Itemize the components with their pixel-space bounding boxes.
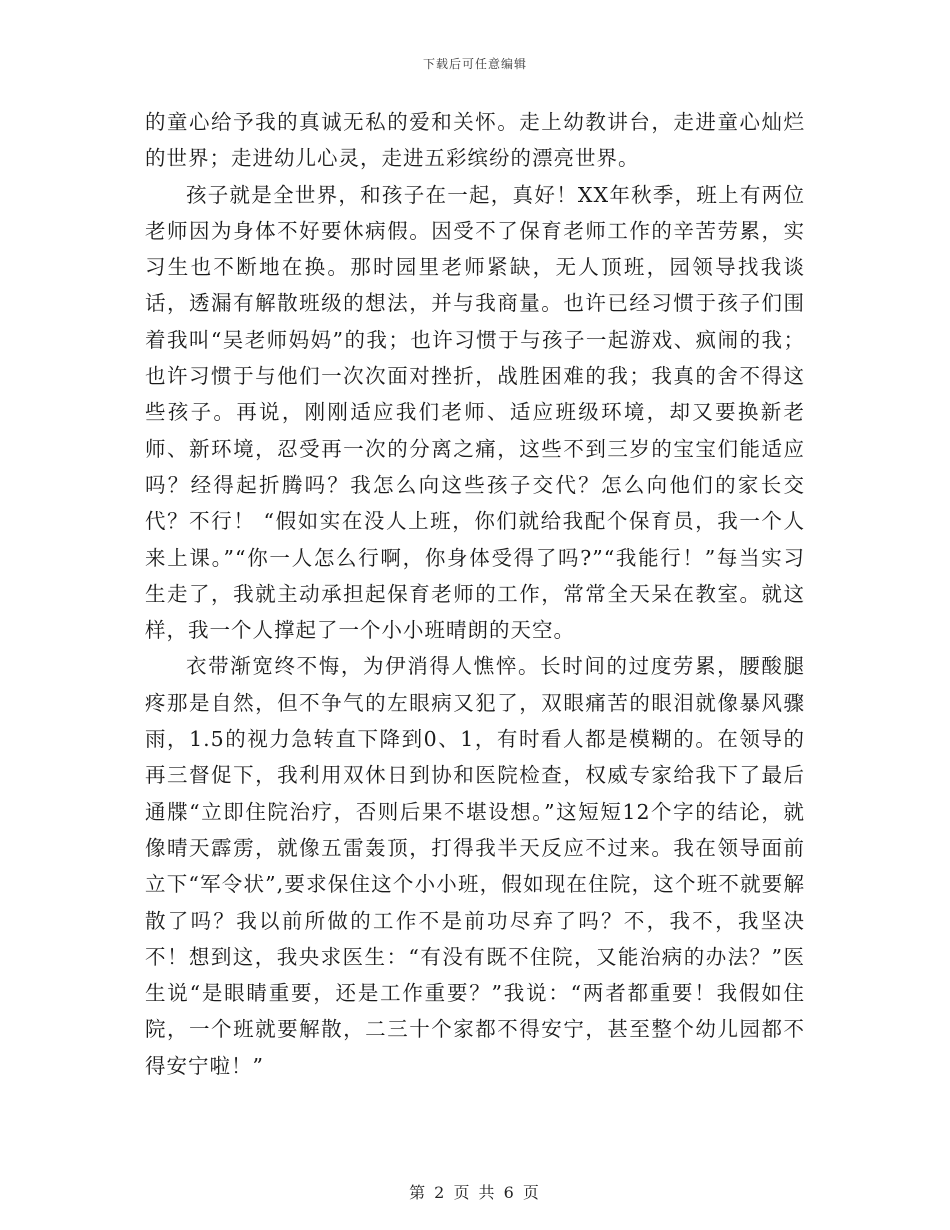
paragraph-3: 衣带渐宽终不悔，为伊消得人憔悴。长时间的过度劳累，腰酸腿疼那是自然，但不争气的左眼病又犯了，双眼痛苦的眼泪就像暴风骤雨，1.5的视力急转直下降到0、1，有时看人都是模糊的。在领导的再三督促下，我利用双休日到协和医院检查，权威专家给我下了最后通牒“立即住院治疗，否则后果不堪设想。”这短短12个字的结论，就像晴天霹雳，就像五雷轰顶，打得我半天反应不过来。我在领导面前立下“军令状”,要求保住这个小小班，假如现在住院，这个班不就要解散了吗？我以前所做的工作不是前功尽弃了吗？不，我不，我坚决不！想到这，我央求医生：“有没有既不住院，又能治病的办法？”医生说“是眼睛重要，还是工作重要？”我说：“两者都重要！我假如住院，一个班就要解散，二三十个家都不得安宁，甚至整个幼儿园都不得安宁啦！” [145,654,805,1078]
paragraph-1: 的童心给予我的真诚无私的爱和关怀。走上幼教讲台，走进童心灿烂的世界；走进幼儿心灵，走进五彩缤纷的漂亮世界。 [145,110,805,171]
page-number-footer: 第 2 页 共 6 页 [409,1183,541,1202]
body-text [145,104,805,1084]
paragraph-2: 孩子就是全世界，和孩子在一起，真好！XX年秋季，班上有两位老师因为身体不好要休病假。因受不了保育老师工作的辛苦劳累，实习生也不断地在换。那时园里老师紧缺，无人顶班，园领导找我谈话，透漏有解散班级的想法，并与我商量。也许已经习惯于孩子们围着我叫“吴老师妈妈”的我；也许习惯于与孩子一起游戏、疯闹的我；也许习惯于与他们一次次面对挫折，战胜困难的我；我真的舍不得这些孩子。再说，刚刚适应我们老师、适应班级环境，却又要换新老师、新环境，忍受再一次的分离之痛，这些不到三岁的宝宝们能适应吗？经得起折腾吗？我怎么向这些孩子交代？怎么向他们的家长交代？不行！ “假如实在没人上班，你们就给我配个保育员，我一个人来上课。”“你一人怎么行啊，你身体受得了吗?”“我能行！”每当实习生走了，我就主动承担起保育老师的工作，常常全天呆在教室。就这样，我一个人撑起了一个小小班晴朗的天空。 [145,182,805,643]
page-header: 下载后可任意编辑 [422,57,527,71]
